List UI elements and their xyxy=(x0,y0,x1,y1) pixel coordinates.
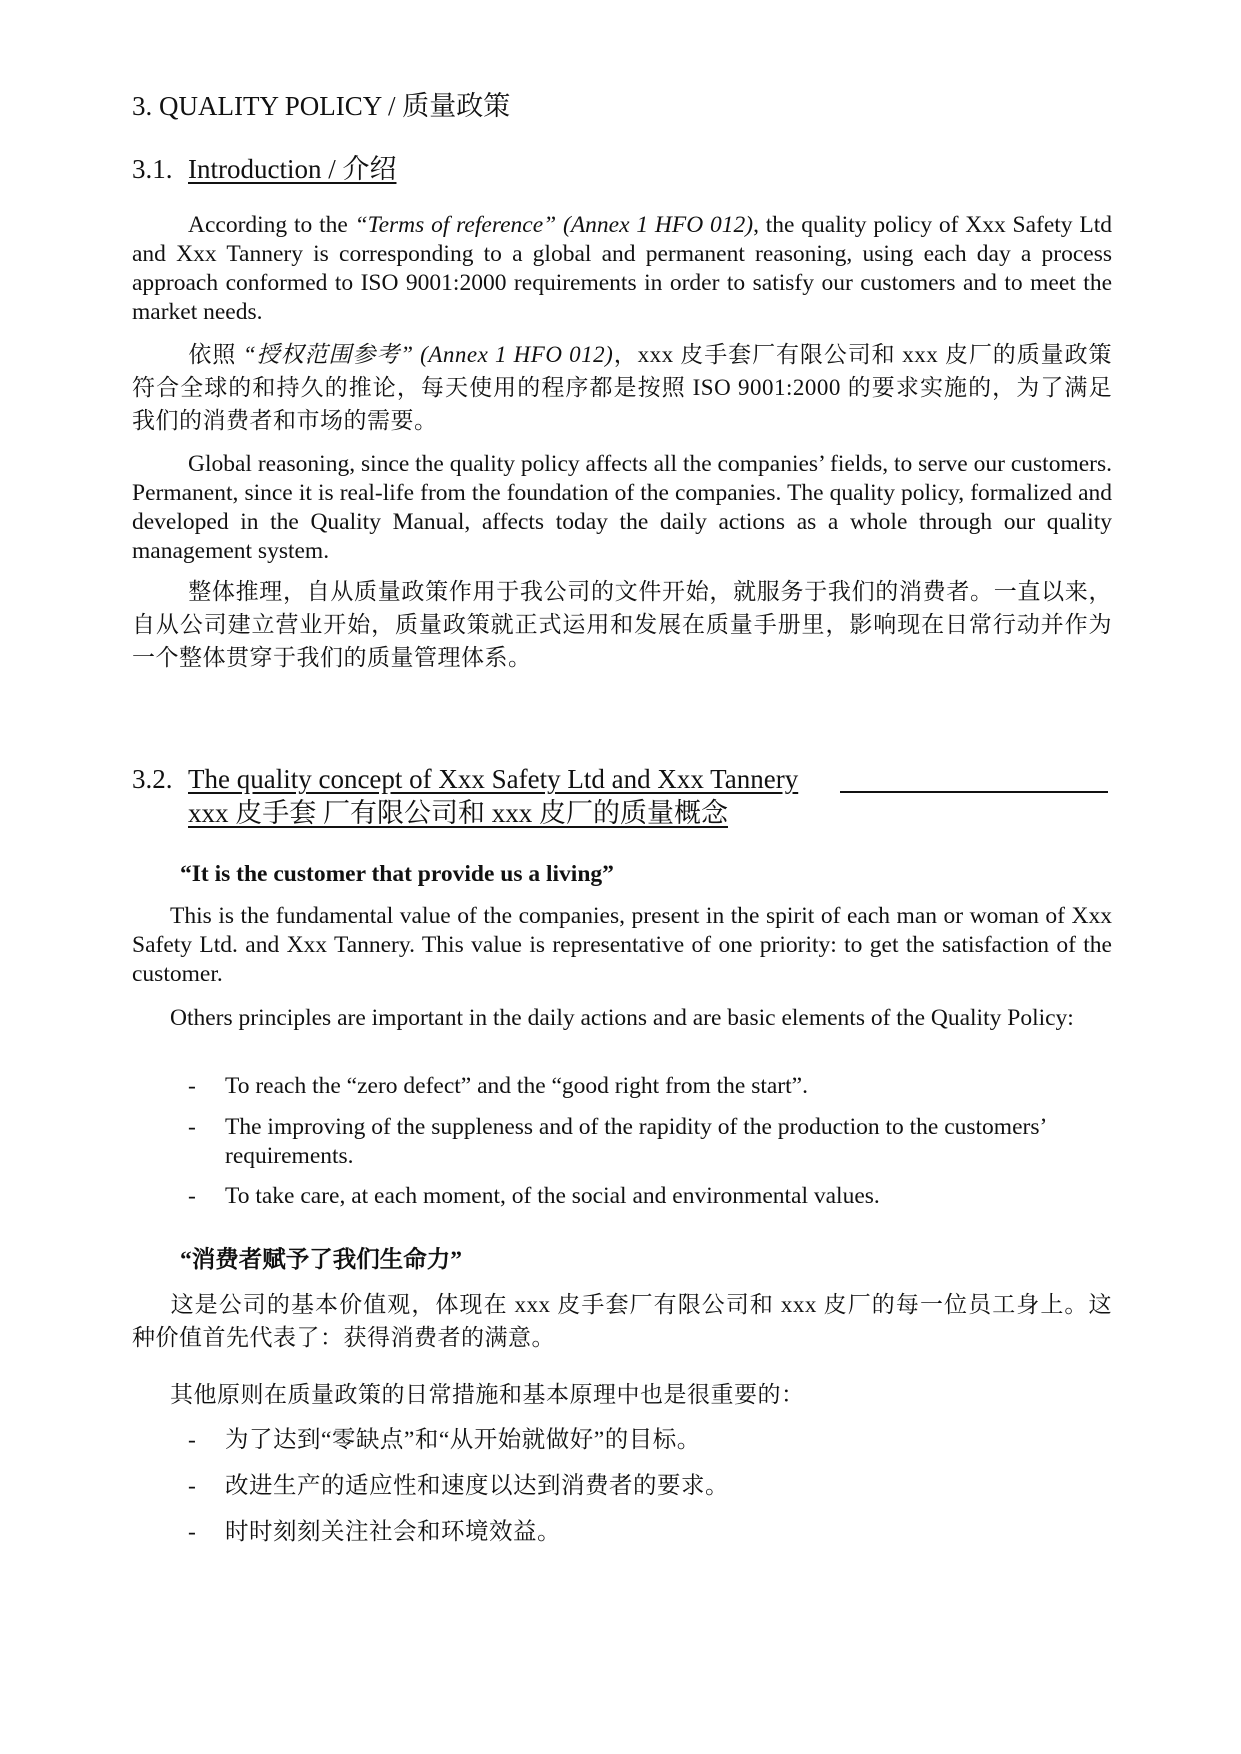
list-item xyxy=(188,1516,1108,1549)
global-reasoning-text: Global reasoning, since the quality policy affects all the companies’ fields, to serve our customers. Permanent, since it is real-life from the foundation of the companies. The quality policy, formalized and developed in the Quality Manual, affects today the daily actions as a whole through our quality management system. xyxy=(132,451,1112,564)
intro-cn-lead: 依照 xyxy=(188,342,243,367)
intro-paragraph-cn xyxy=(132,338,1112,437)
list-item xyxy=(188,1424,1108,1457)
subsection-title-en: The quality concept of Xxx Safety Ltd and Xxx Tannery xyxy=(188,764,799,794)
list-item xyxy=(188,1182,1108,1211)
subsection-title-cn: xxx 皮手套 厂有限公司和 xxx 皮厂的质量概念 xyxy=(188,798,728,828)
list-item xyxy=(188,1470,1108,1503)
subsection-number: 3.2. xyxy=(132,764,173,794)
customer-quote-cn: “消费者赋予了我们生命力” xyxy=(180,1247,462,1273)
intro-cn-rest: ，xxx 皮手套厂有限公司和 xxx 皮厂的质量政策符合全球的和持久的推论，每天使用的程序都是按照 ISO 9001:2000 的要求实施的，为了满足我们的消费者和市场的需要。 xyxy=(132,342,1113,433)
terms-of-reference-cn: “授权范围参考” (Annex 1 HFO 012) xyxy=(242,342,614,367)
list-item-text: 改进生产的适应性和速度以达到消费者的要求。 xyxy=(225,1473,729,1499)
dash-bullet: - xyxy=(188,1519,197,1545)
terms-of-reference: “Terms of reference” (Annex 1 HFO 012) xyxy=(354,212,754,238)
section-heading xyxy=(132,89,1112,123)
list-item xyxy=(188,1072,1108,1101)
fundamental-value-text: This is the fundamental value of the companies, present in the spirit of each man or woman of Xxx Safety Ltd. and Xxx Tannery. This value is representative of one priority: to get the satisfaction of the customer. xyxy=(132,903,1112,987)
fundamental-value-paragraph-en xyxy=(132,902,1112,989)
list-item-text: To take care, at each moment, of the social and environmental values. xyxy=(225,1183,880,1209)
list-item-text: The improving of the suppleness and of the rapidity of the production to the customers’ requirements. xyxy=(225,1114,1046,1169)
principles-cn-text: 其他原则在质量政策的日常措施和基本原理中也是很重要的： xyxy=(170,1382,805,1407)
global-reasoning-cn-text: 整体推理，自从质量政策作用于我公司的文件开始，就服务于我们的消费者。一直以来，自从公司建立营业开始，质量政策就正式运用和发展在质量手册里，影响现在日常行动并作为一个整体贯穿于我们的质量管理体系。 xyxy=(132,579,1112,670)
global-reasoning-paragraph-en xyxy=(132,450,1112,566)
fundamental-value-paragraph-cn xyxy=(132,1288,1112,1354)
dash-bullet: - xyxy=(188,1473,197,1499)
title-underline-extension xyxy=(840,791,1108,793)
principles-paragraph-cn xyxy=(132,1378,1112,1411)
list-item-text: To reach the “zero defect” and the “good right from the start”. xyxy=(225,1073,808,1099)
dash-bullet: - xyxy=(188,1073,196,1099)
intro-rest: , the quality policy of Xxx Safety Ltd and Xxx Tannery is corresponding to a global and permanent reasoning, using each day a process approach conformed to ISO 9001:2000 requirements in order to satisfy our customers and to meet the market needs. xyxy=(132,212,1112,325)
intro-paragraph-en xyxy=(132,211,1112,327)
list-item-text: 时时刻刻关注社会和环境效益。 xyxy=(225,1519,561,1545)
subsection-3-1-heading xyxy=(132,152,1112,186)
subsection-number: 3.1. xyxy=(132,154,173,184)
fundamental-value-cn-text: 这是公司的基本价值观，体现在 xxx 皮手套厂有限公司和 xxx 皮厂的每一位员工身上。这种价值首先代表了：获得消费者的满意。 xyxy=(132,1292,1112,1350)
principles-paragraph-en xyxy=(132,1004,1112,1033)
dash-bullet: - xyxy=(188,1183,196,1209)
section-heading-text: 3. QUALITY POLICY / 质量政策 xyxy=(132,91,511,121)
global-reasoning-paragraph-cn xyxy=(132,575,1112,674)
intro-lead: According to the xyxy=(188,212,355,238)
customer-quote-en: “It is the customer that provide us a living” xyxy=(180,861,614,887)
principles-text: Others principles are important in the daily actions and are basic elements of the Quality Policy: xyxy=(170,1005,1074,1031)
subsection-title: Introduction / 介绍 xyxy=(188,154,397,184)
list-item-text: 为了达到“零缺点”和“从开始就做好”的目标。 xyxy=(225,1427,701,1453)
subsection-3-2-heading-cn xyxy=(132,796,1112,830)
dash-bullet: - xyxy=(188,1427,197,1453)
list-item xyxy=(188,1113,1108,1171)
dash-bullet: - xyxy=(188,1114,196,1140)
